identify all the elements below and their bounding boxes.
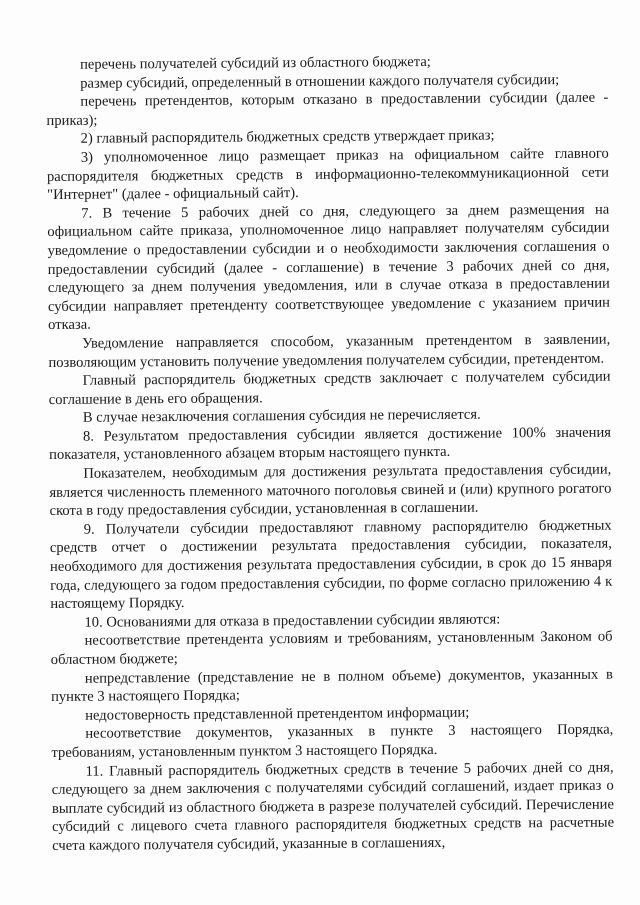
paragraph: размер субсидий, определенный в отношении каждого получателя субсидии; [80,71,560,92]
paragraph: 9. Получатели субсидии предоставляют главному распорядителю бюджетных средств отчет о достижении результата предоставления субсидии, показателя, необходимого для достижения результата предоставления субсидии, в срок до 15 января года, следующего за годом предоставления субсидии, по форме согласно приложению 4 к настоящему Порядку. [49,517,613,613]
paragraph: 10. Основаниями для отказа в предоставлении субсидии являются: [84,611,501,631]
document-body [46,52,614,856]
paragraph: 8. Результатом предоставления субсидии является достижение 100% значения показателя, установленного абзацем вторым настоящего пункта. [49,424,612,464]
paragraph: 7. В течение 5 рабочих дней со дня, следующего за днем размещения на официальном сайте приказа, уполномоченное лицо направляет получателям субсидии уведомление о предоставлении субсидии и о необходимости заключения соглашения о предоставлении субсидий (далее - соглашение) в течение 3 рабочих дней со дня, следующего за днем получения уведомления, или в случае отказа в предоставлении субсидии направляет претенденту соответствующее уведомление с указанием причин отказа. [47,201,611,334]
paragraph: перечень претендентов, которым отказано в предоставлении субсидии (далее - приказ); [46,89,609,129]
paragraph: 2) главный распорядитель бюджетных средств утверждает приказ; [80,127,495,148]
paragraph: недостоверность представленной претендентом информации; [85,704,470,724]
paragraph: несоответствие претендента условиям и требованиям, установленным Законом об областном бюджете; [50,628,613,668]
paragraph: 3) уполномоченное лицо размещает приказ на официальном сайте главного распорядителя бюджетных средств в информационно-телекоммуникационной сети "Интернет" (далее - официальный сайт). [46,145,609,204]
paragraph: несоответствие документов, указанных в пункте 3 настоящего Порядка, требованиям, установленным пунктом 3 настоящего Порядка. [51,721,614,761]
paragraph: В случае незаключения соглашения субсидия не перечисляется. [82,406,481,427]
paragraph: 11. Главный распорядитель бюджетных средств в течение 5 рабочих дней со дня, следующего за днем заключения с получателями субсидий соглашений, издает приказ о выплате субсидий из областного бюджета в разрезе получателей субсидий. Перечисление субсидий с лицевого счета главного распорядителя бюджетных средств на расчетные счета каждого получателя субсидий, указанные в соглашениях, [51,759,615,854]
paragraph: Уведомление направляется способом, указанным претендентом в заявлении, позволяющим установить получение уведомления получателем субсидии, претендентом. [48,331,611,371]
paragraph: Главный распорядитель бюджетных средств заключает с получателем субсидии соглашение в день его обращения. [48,368,611,408]
paragraph: непредставление (представление не в полном объеме) документов, указанных в пункте 3 настоящего Порядка; [50,666,613,706]
paragraph: Показателем, необходимым для достижения результата предоставления субсидии, является численность племенного маточного поголовья свиней и (или) крупного рогатого скота в году предоставления субсидии, установленная в соглашении. [49,461,612,520]
paragraph: перечень получателей субсидий из областного бюджета; [80,53,431,73]
